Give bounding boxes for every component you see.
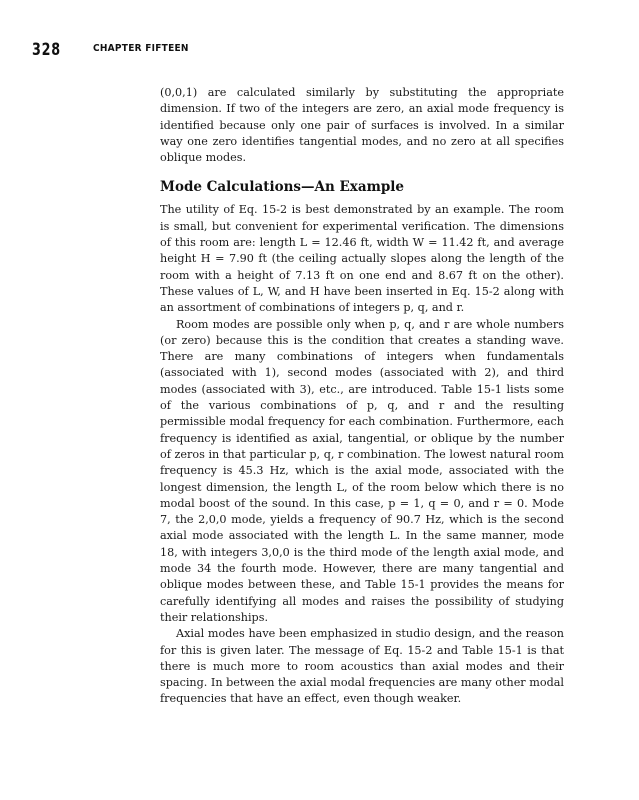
chapter-title: CHAPTER FIFTEEN <box>93 43 189 54</box>
body-paragraph-2: Room modes are possible only when p, q, and r are whole numbers (or zero) because this is the condition that creates a standing wave. There are many combinations of integers when fundamentals (associated with 1), second modes (associated with 2), and third modes (associated with 3), etc., are introduced. Table 15-1 lists some of the various combinations of p, q, and r and the resulting permissible modal frequency for each combination. Furthermore, each frequency is identified as axial, tangential, or oblique by the number of zeros in that particular p, q, r combination. The lowest natural room frequency is 45.3 Hz, which is the axial mode, associated with the longest dimension, the length L, of the room below which there is no modal boost of the sound. In this case, p = 1, q = 0, and r = 0. Mode 7, the 2,0,0 mode, yields a frequency of 90.7 Hz, which is the second axial mode associated with the length L. In the same manner, mode 18, with integers 3,0,0 is the third mode of the length axial mode, and mode 34 the fourth mode. However, there are many tangential and oblique modes between these, and Table 15-1 provides the means for carefully identifying all modes and raises the possibility of studying their relationships. <box>160 317 564 624</box>
page-number: 328 <box>32 40 61 60</box>
page-body <box>160 85 564 708</box>
intro-paragraph: (0,0,1) are calculated similarly by substituting the appropriate dimension. If two of the integers are zero, an axial mode frequency is identified because only one pair of surfaces is involved. In a similar way one zero identifies tangential modes, and no zero at all specifies oblique modes. <box>160 86 564 165</box>
body-paragraph-3: Axial modes have been emphasized in studio design, and the reason for this is given later. The message of Eq. 15-2 and Table 15-1 is that there is much more to room acoustics than axial modes and their spacing. In between the axial modal frequencies are many other modal frequencies that have an effect, even though weaker. <box>160 627 564 706</box>
body-paragraph-1: The utility of Eq. 15-2 is best demonstrated by an example. The room is small, but convenient for experimental verification. The dimensions of this room are: length L = 12.46 ft, width W = 11.42 ft, and average height H = 7.90 ft (the ceiling actually slopes along the length of the room with a height of 7.13 ft on one end and 8.67 ft on the other). These values of L, W, and H have been inserted in Eq. 15-2 along with an assortment of combinations of integers p, q, and r. <box>160 203 564 315</box>
section-heading: Mode Calculations—An Example <box>160 179 405 196</box>
